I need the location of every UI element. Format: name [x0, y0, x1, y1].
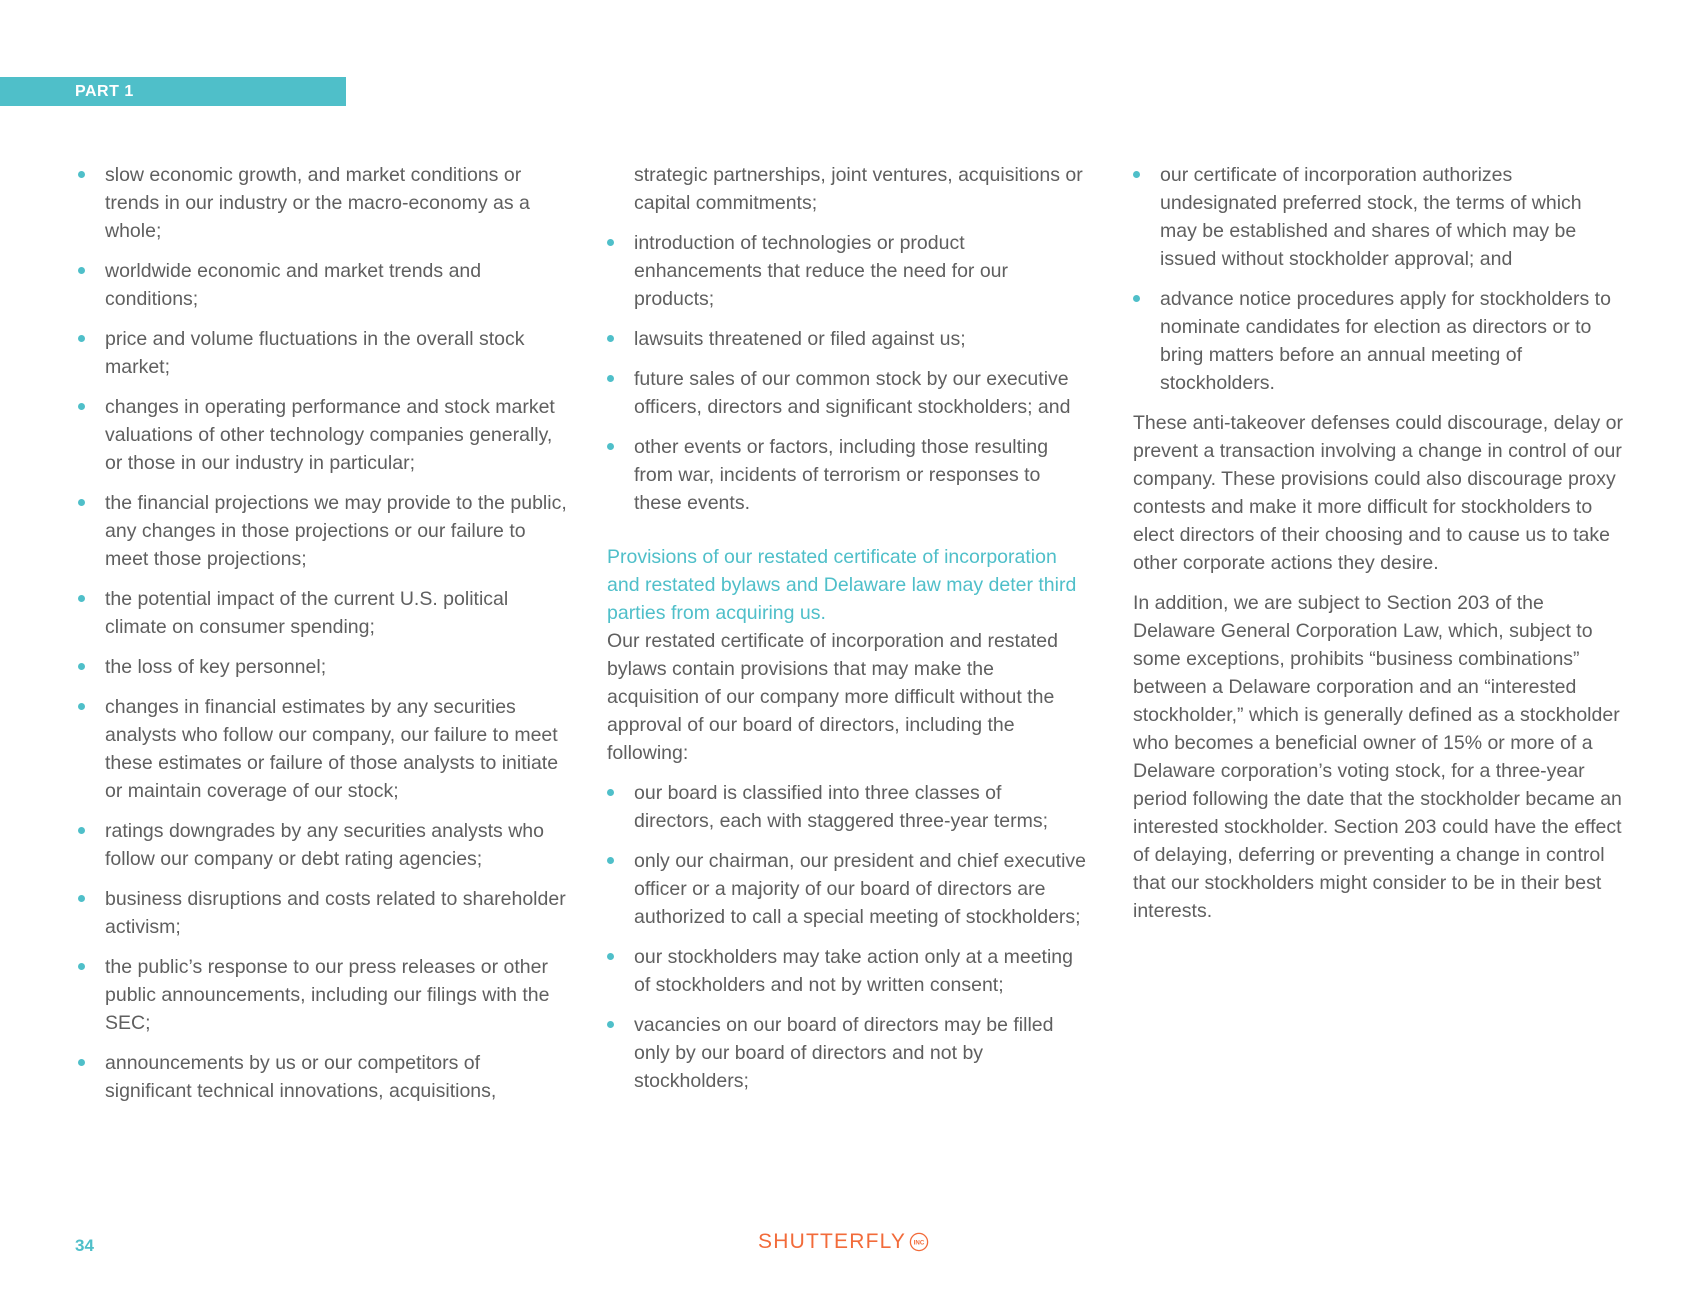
list-item [78, 257, 568, 313]
list-item-text: worldwide economic and market trends and conditions; [105, 260, 482, 310]
list-item-text: announcements by us or our competitors of significant technical innovations, acquisitions, [105, 1052, 497, 1102]
list-item-text: our board is classified into three classes of directors, each with staggered three-year terms; [634, 782, 1049, 832]
bullet-icon [607, 857, 614, 864]
list-item [78, 953, 568, 1037]
list-item-text: lawsuits threatened or filed against us; [634, 328, 966, 350]
list-item [78, 1049, 568, 1105]
text-column-1 [78, 161, 568, 1117]
intro-paragraph: Our restated certificate of incorporation and restated bylaws contain provisions that may make the acquisition of our company more difficult without the approval of our board of directors, including the following: [607, 630, 1058, 764]
bullet-icon [607, 239, 614, 246]
body-paragraph: In addition, we are subject to Section 203 of the Delaware General Corporation Law, which, subject to some exceptions, prohibits “business combinations” between a Delaware corporation and an “interested stockholder,” which is generally defined as a stockholder who becomes a beneficial owner of 15% or more of a Delaware corporation’s voting stock, for a three-year period following the date that the stockholder became an interested stockholder. Section 203 could have the effect of delaying, deferring or preventing a change in control that our stockholders might consider to be in their best interests. [1133, 592, 1622, 922]
list-item-text: our stockholders may take action only at a meeting of stockholders and not by written consent; [634, 946, 1073, 996]
inc-badge-icon [909, 1232, 929, 1252]
bullet-icon [78, 703, 85, 710]
list-item-text: future sales of our common stock by our executive officers, directors and significant stockholders; and [634, 368, 1071, 418]
list-item [78, 161, 568, 245]
list-item [607, 433, 1087, 517]
logo-wordmark: SHUTTERFLY [758, 1230, 907, 1253]
bullet-icon [607, 443, 614, 450]
list-item-text: the financial projections we may provide to the public, any changes in those projections or our failure to meet those projections; [105, 492, 567, 570]
list-item [607, 847, 1087, 931]
list-item-text: business disruptions and costs related to shareholder activism; [105, 888, 566, 938]
list-item-text: the potential impact of the current U.S. political climate on consumer spending; [105, 588, 509, 638]
list-item [78, 817, 568, 873]
bullet-icon [78, 663, 85, 670]
bullet-icon [78, 595, 85, 602]
bullet-icon [78, 963, 85, 970]
list-item-text: vacancies on our board of directors may be filled only by our board of directors and not by stockholders; [634, 1014, 1054, 1092]
list-item-text: changes in financial estimates by any securities analysts who follow our company, our failure to meet these estimates or failure of those analysts to initiate or maintain coverage of our stock; [105, 696, 559, 802]
inc-badge-text: INC [913, 1239, 925, 1247]
bullet-icon [607, 335, 614, 342]
bullet-icon [607, 1021, 614, 1028]
list-item-text: advance notice procedures apply for stockholders to nominate candidates for election as directors or to bring matters before an annual meeting of stockholders. [1160, 288, 1611, 394]
list-item [78, 393, 568, 477]
bullet-icon [78, 403, 85, 410]
bullet-icon [78, 267, 85, 274]
bullet-icon [607, 953, 614, 960]
bullet-icon [1133, 171, 1140, 178]
bullet-icon [78, 335, 85, 342]
list-item-text: ratings downgrades by any securities analysts who follow our company or debt rating agencies; [105, 820, 544, 870]
list-item-text: the public’s response to our press releases or other public announcements, including our filings with the SEC; [105, 956, 550, 1034]
section-label: PART 1 [75, 83, 134, 100]
bullet-icon [78, 827, 85, 834]
section-header-band [0, 77, 346, 106]
list-item-text: our certificate of incorporation authorizes undesignated preferred stock, the terms of which may be established and shares of which may be issued without stockholder approval; and [1160, 164, 1582, 270]
list-item-text: introduction of technologies or product enhancements that reduce the need for our products; [634, 232, 1009, 310]
list-item-text: the loss of key personnel; [105, 656, 327, 678]
bullet-icon [1133, 295, 1140, 302]
list-item [78, 489, 568, 573]
list-item [78, 325, 568, 381]
list-item [607, 229, 1087, 313]
list-item [607, 365, 1087, 421]
bullet-icon [607, 375, 614, 382]
list-item [607, 779, 1087, 835]
shutterfly-logo [758, 1229, 929, 1255]
list-item-text: slow economic growth, and market conditions or trends in our industry or the macro-economy as a whole; [105, 164, 530, 242]
provisions-list-continued [1133, 161, 1623, 397]
bullet-icon [78, 895, 85, 902]
list-item [607, 943, 1087, 999]
text-column-3 [1133, 161, 1623, 937]
risk-factor-heading: Provisions of our restated certificate of incorporation and restated bylaws and Delaware law may deter third parties from acquiring us. [607, 546, 1077, 624]
list-item [607, 325, 1087, 353]
bullet-icon [78, 171, 85, 178]
list-item-text: changes in operating performance and stock market valuations of other technology companies generally, or those in our industry in particular; [105, 396, 555, 474]
list-item [1133, 285, 1623, 397]
bullet-icon [78, 499, 85, 506]
text-column-2 [607, 161, 1087, 1107]
body-paragraph: These anti-takeover defenses could discourage, delay or prevent a transaction involving a change in control of our company. These provisions could also discourage proxy contests and make it more difficult for stockholders to elect directors of their choosing and to cause us to take other corporate actions they desire. [1133, 412, 1623, 574]
provisions-list [607, 779, 1087, 1095]
list-item [1133, 161, 1623, 273]
list-item [78, 885, 568, 941]
risk-factor-list [78, 161, 568, 1105]
bullet-icon [607, 789, 614, 796]
list-item [78, 585, 568, 641]
continued-list-text: strategic partnerships, joint ventures, acquisitions or capital commitments; [634, 164, 1083, 214]
list-item-text: only our chairman, our president and chief executive officer or a majority of our board of directors are authorized to call a special meeting of stockholders; [634, 850, 1087, 928]
list-item [607, 1011, 1087, 1095]
bullet-icon [78, 1059, 85, 1066]
list-item-text: other events or factors, including those resulting from war, incidents of terrorism or responses to these events. [634, 436, 1049, 514]
list-item [78, 653, 568, 681]
list-item [78, 693, 568, 805]
page-number: 34 [75, 1236, 94, 1255]
list-item-text: price and volume fluctuations in the overall stock market; [105, 328, 525, 378]
risk-factor-list-continued [607, 229, 1087, 517]
